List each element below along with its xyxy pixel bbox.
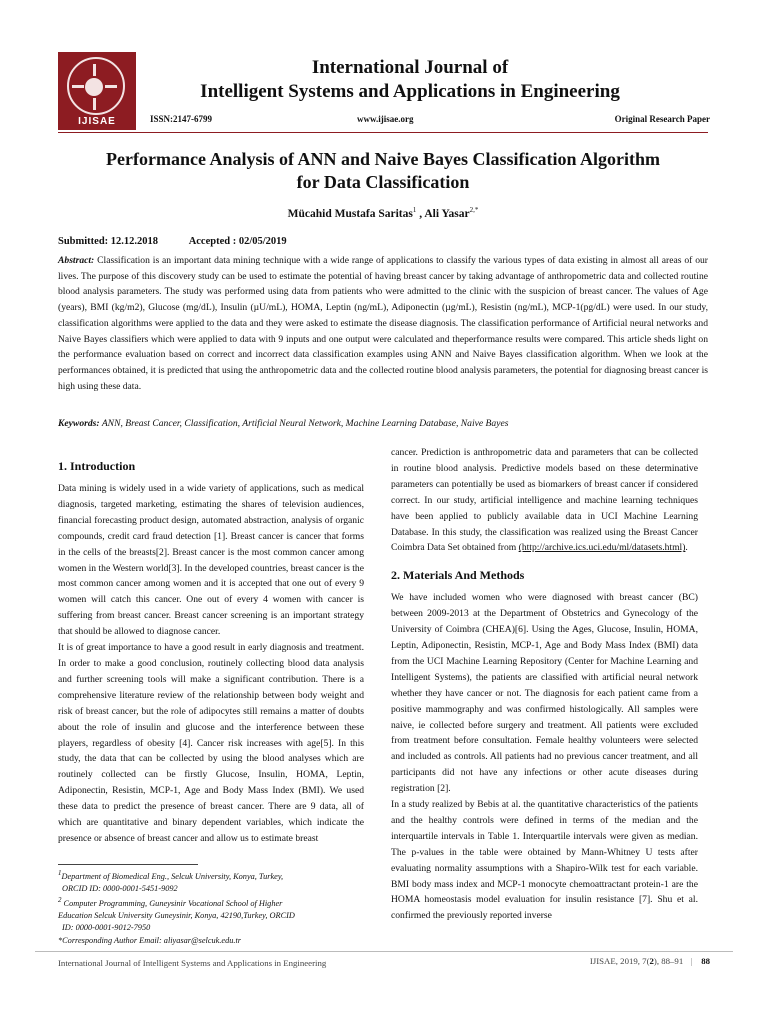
footnotes	[58, 868, 364, 947]
journal-title-line2: Intelligent Systems and Applications in Engineering	[200, 81, 620, 102]
footnote-text: Department of Biomedical Eng., Selcuk University, Konya, Turkey,	[61, 871, 284, 881]
author-name: Mücahid Mustafa Saritas	[287, 207, 413, 220]
logo-spoke	[93, 64, 96, 76]
submitted-date: Submitted: 12.12.2018	[58, 236, 159, 247]
citation-suffix: ), 88–91	[653, 956, 684, 966]
dataset-link[interactable]: (http://archive.ics.uci.edu/ml/datasets.html)	[518, 542, 686, 554]
footnote-text: Computer Programming, Guneysinir Vocational School of Higher	[63, 898, 283, 908]
paragraph: Data mining is widely used in a wide variety of applications, such as medical diagnosis, targeted marketing, estimating the shares of television audiences, financial forecasting product design, automated abstraction, analysis of organic compounds, credit card fraud detection [1]. Breast cancer is cancer that forms in the cells of the breasts[2]. Breast cancer is the most common cancer among women in the Western world[3]. In the developed countries, breast cancer is the most common cancer among women and it is accepted that one out of every 9 women will catch this cancer. One out of every 4 women with cancer is suffering from breast cancer. Breast cancer screening is an important strategy that should be allowed to diagnose cancer.	[58, 483, 364, 638]
paragraph: cancer. Prediction is anthropometric data and parameters that can be collected in routine blood analysis. Predictive models based on these determinative parameters can potentially be used as biomarkers of breast cancer if considered correct. In our study, artificial intelligence and machine learning techniques have been applied to publicly available data in UCI Machine Learning Database. In this study, the classification was realized using the Breast Cancer Coimbra Data Set obtained from (http://archive.ics.uci.edu/ml/datasets.html).	[391, 447, 698, 554]
journal-title	[140, 56, 680, 104]
keywords	[58, 418, 708, 429]
author-name: Ali Yasar	[424, 207, 470, 220]
abstract-label: Abstract:	[58, 255, 95, 266]
journal-website-link[interactable]: www.ijisae.org	[357, 114, 414, 124]
section-number: 1.	[58, 459, 67, 473]
abstract	[58, 253, 708, 394]
right-column	[391, 445, 698, 924]
paper-title	[58, 148, 708, 194]
footnote-2	[58, 895, 364, 910]
logo-spoke	[72, 85, 84, 88]
journal-logo	[58, 52, 136, 130]
section-heading-introduction	[58, 459, 135, 474]
footnote-divider	[58, 864, 198, 865]
paper-type: Original Research Paper	[614, 114, 710, 124]
keywords-label: Keywords:	[58, 418, 100, 429]
logo-center-icon	[85, 78, 103, 96]
keywords-text: ANN, Breast Cancer, Classification, Artificial Neural Network, Machine Learning Database, Naive Bayes	[101, 418, 509, 429]
logo-spoke	[105, 85, 117, 88]
header-divider	[58, 132, 708, 133]
footer-separator: |	[690, 956, 693, 966]
abstract-text: Classification is an important data mining technique with a wide range of applications to classify the various types of data existing in almost all areas of our lives. The purpose of this discovery study can be used to estimate the potential of having breast cancer by taking advantage of anthropometric data and collected routine blood analysis parameters. The study was performed using data from patients who were admitted to the clinic with the suspicion of breast cancer. The values of Age (years), BMI (kg/m2), Glucose (mg/dL), Insulin (µU/mL), HOMA, Leptin (ng/mL), Adiponectin (µg/mL), Resistin (ng/mL), MCP-1(pg/dL) were used. In our study, classification algorithms were applied to the data and they were asked to estimate the disease diagnosis. The classification performance of Artificial neural networks and Naive Bayes classifiers which were applied to data with 9 inputs and one output were calculated and theperformance results were compared. This article sheds light on the performance evaluation based on correct and incorrect data classification examples using ANN and Naive Bayes classification algorithm. When we look at the performances obtained, it is predicted that using the anthropometric data and the collected routine blood analysis parameters, the potential for diagnosing breast cancer is high using these data.	[58, 255, 708, 392]
logo-spoke	[93, 98, 96, 110]
section-title: Materials And Methods	[403, 568, 525, 583]
paragraph: We have included women who were diagnosed with breast cancer (BC) between 2009-2013 at the Department of Obstetrics and Gynecology of the University of Coimbra (CHEA)[6]. Using the Ages, Glucose, Insulin, HOMA, Leptin, Adiponectin, Resistin, MCP-1, Age and Body Mass Index (BMI) data from the UCI Machine Learning Repository (Center for Machine Learning and Intelligent Systems), the patients are classified with artificial neural network whether they have cancer or not. The diagnosis for each patient came from a positive mammography and was confirmed histologically. All samples were naive, ie collected before surgery and treatment. All patients were excluded from treatment before consultation. Female healthy volunteers were selected and included as controls. All patients had no previous cancer treatment, and all participants did not have any infections or other acute diseases during registration [2].	[391, 592, 698, 795]
journal-title-line1: International Journal of	[311, 57, 509, 78]
issn: ISSN:2147-6799	[150, 114, 213, 124]
section-number: 2.	[391, 568, 400, 583]
footnote-mark: 2	[58, 897, 62, 905]
submission-dates	[58, 236, 287, 247]
section-heading-materials	[391, 568, 698, 584]
author-separator: ,	[416, 207, 425, 220]
corresponding-author-email[interactable]: *Corresponding Author Email: aliyasar@selcuk.edu.tr	[58, 935, 242, 945]
footnote-orcid: ORCID ID: 0000-0001-5451-9092	[62, 883, 178, 893]
footnote-mark: 1	[58, 870, 62, 877]
paper-title-line1: Performance Analysis of ANN and Naive Bayes Classification Algorithm	[106, 149, 660, 169]
paragraph: In a study realized by Bebis at al. the quantitative characteristics of the patients and the healthy controls were defined in terms of the median and the interquartile intervals in Table 1. Interquartile intervals were given as median. The p-values in the table were obtained by Mann-Whitney U tests after evaluating normality assumptions with a Shapiro-Wilk test for each variable. BMI body mass index and MCP-1 monocyte chemoattractant protein-1 are the HOMA homeostasis model evaluation for insulin resistance [7]. Shu et al. confirmed the previously reported inverse	[391, 799, 698, 922]
citation-issue: 2	[649, 956, 654, 966]
page-number: 88	[701, 956, 710, 966]
left-column	[58, 481, 364, 847]
footnote-1	[58, 868, 364, 883]
author-affiliation-mark: 2,*	[469, 206, 479, 214]
footer-divider	[35, 951, 733, 952]
logo-text: IJISAE	[78, 116, 116, 127]
author-affiliation-mark: 1	[412, 206, 417, 214]
footnote-text: Education Selcuk University Guneysinir, Konya, 42190,Turkey, ORCID	[58, 911, 295, 921]
paragraph: It is of great importance to have a good result in early diagnosis and treatment. In order to make a good conclusion, routinely collecting blood data analysis and further screening tools will make a significant contribution. There is a comprehensive literature review of the relationship between body weight and risk of breast cancer, but the role of adipocytes still remains a matter of doubts about the role of insulin and glucose and the interference between these players, regardless of obesity [4]. Cancer risk increases with age[5]. In this study, the data that can be collected by using the blood analyses which are routinely collected can be firstly Glucose, Insulin, HOMA, Leptin, Adiponectin, Resistin, MCP-1, Age and Body Mass Index (BMI). We used these data to predict the presence of breast cancer. There are 9 data, all of which are quantitative and binary dependent variables, which indicate the presence or absence of breast cancer and allow us to estimate breast	[58, 642, 364, 844]
paper-title-line2: for Data Classification	[296, 172, 470, 192]
citation-prefix: IJISAE, 2019, 7(	[589, 956, 650, 966]
section-title: Introduction	[70, 459, 136, 473]
footer-journal-name: International Journal of Intelligent Systems and Applications in Engineering	[58, 958, 327, 968]
footer-citation	[590, 956, 710, 966]
footnote-orcid: ID: 0000-0001-9012-7950	[62, 923, 151, 933]
accepted-date: Accepted : 02/05/2019	[188, 236, 287, 247]
author-list	[58, 206, 708, 220]
